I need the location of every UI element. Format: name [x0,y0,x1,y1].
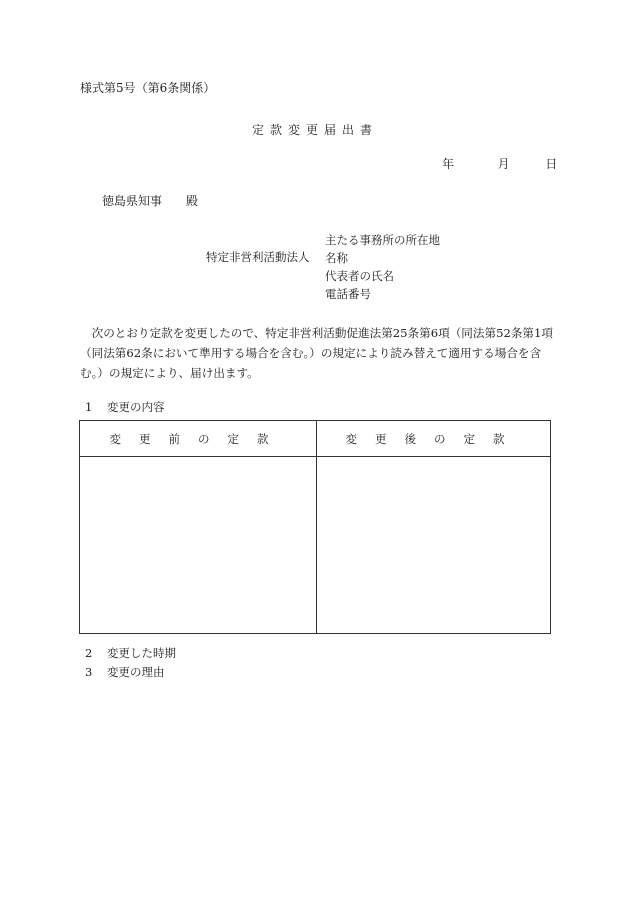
corporation-label: 特定非営利活動法人 [206,250,310,264]
table-cell-after[interactable] [317,457,550,633]
field-office-address: 主たる事務所の所在地 [325,233,440,247]
date-line [442,156,557,172]
table-header-before: 変更前の定款 [109,432,287,446]
table-cell-before[interactable] [80,457,316,633]
section-3-label: 変更の理由 [107,665,165,679]
field-phone: 電話番号 [325,287,371,301]
section-3-number: 3 [85,665,93,679]
day-label: 日 [545,157,558,171]
form-number: 様式第5号（第6条関係） [80,81,216,95]
section-1 [85,399,165,415]
section-1-number: 1 [85,400,93,414]
section-2 [85,645,176,661]
section-2-number: 2 [85,646,93,660]
body-text: 次のとおり定款を変更したので、特定非営利活動促進法第25条第6項（同法第52条第1項（同法第62条において準用する場合を含む。）の規定により読み替えて適用する場合を含む。）の規定により、届け出ます。 [80,326,553,380]
change-table [79,420,551,634]
document-title: 定款変更届出書 [251,123,378,137]
table-header-after: 変更後の定款 [345,432,523,446]
month-label: 月 [497,157,510,171]
addressee: 徳島県知事 殿 [102,194,199,208]
year-label: 年 [442,157,455,171]
field-name: 名称 [325,251,348,265]
section-1-label: 変更の内容 [107,400,165,414]
field-representative: 代表者の氏名 [325,269,394,283]
section-2-label: 変更した時期 [107,646,176,660]
section-3 [85,664,165,680]
corporation-field-list [325,231,440,303]
